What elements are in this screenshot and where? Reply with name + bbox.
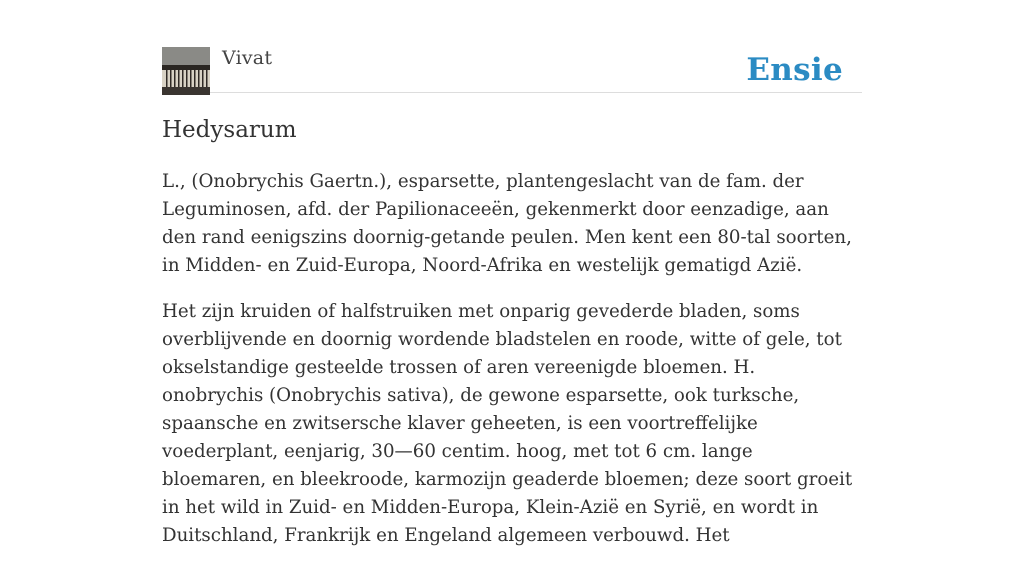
author-avatar[interactable] xyxy=(162,47,210,95)
avatar-image xyxy=(162,47,210,95)
article-paragraph: L., (Onobrychis Gaertn.), esparsette, plantengeslacht van de fam. der Leguminosen, afd. der Papilionaceeën, gekenmerkt door eenzadige, aan den rand eenigszins doornig-getande peulen. Men kent een 80-tal soorten, in Midden- en Zuid-Europa, Noord-Afrika en westelijk gematigd Azië. xyxy=(162,171,852,276)
article-paragraph: Het zijn kruiden of halfstruiken met onparig gevederde bladen, soms overblijvende en doornig wordende bladstelen en roode, witte of gele, tot okselstandige gesteelde trossen of aren vereenigde bloemen. H. onobrychis (Onobrychis sativa), de gewone esparsette, ook turksche, spaansche en zwitsersche klaver geheeten, is een voortreffelijke voederplant, eenjarig, 30—60 centim. hoog, met tot 6 cm. lange bloemaren, en bleekroode, karmozijn geaderde bloemen; deze soort groeit in het wild in Zuid- en Midden-Europa, Klein-Azië en Syrië, en wordt in Duitschland, Frankrijk en Engeland algemeen verbouwd. Het xyxy=(162,301,853,546)
site-logo[interactable]: Ensie xyxy=(746,52,843,88)
author-name[interactable]: Vivat xyxy=(222,47,273,69)
site-header xyxy=(162,46,862,93)
article-title: Hedysarum xyxy=(162,117,297,143)
article-body xyxy=(162,168,862,568)
